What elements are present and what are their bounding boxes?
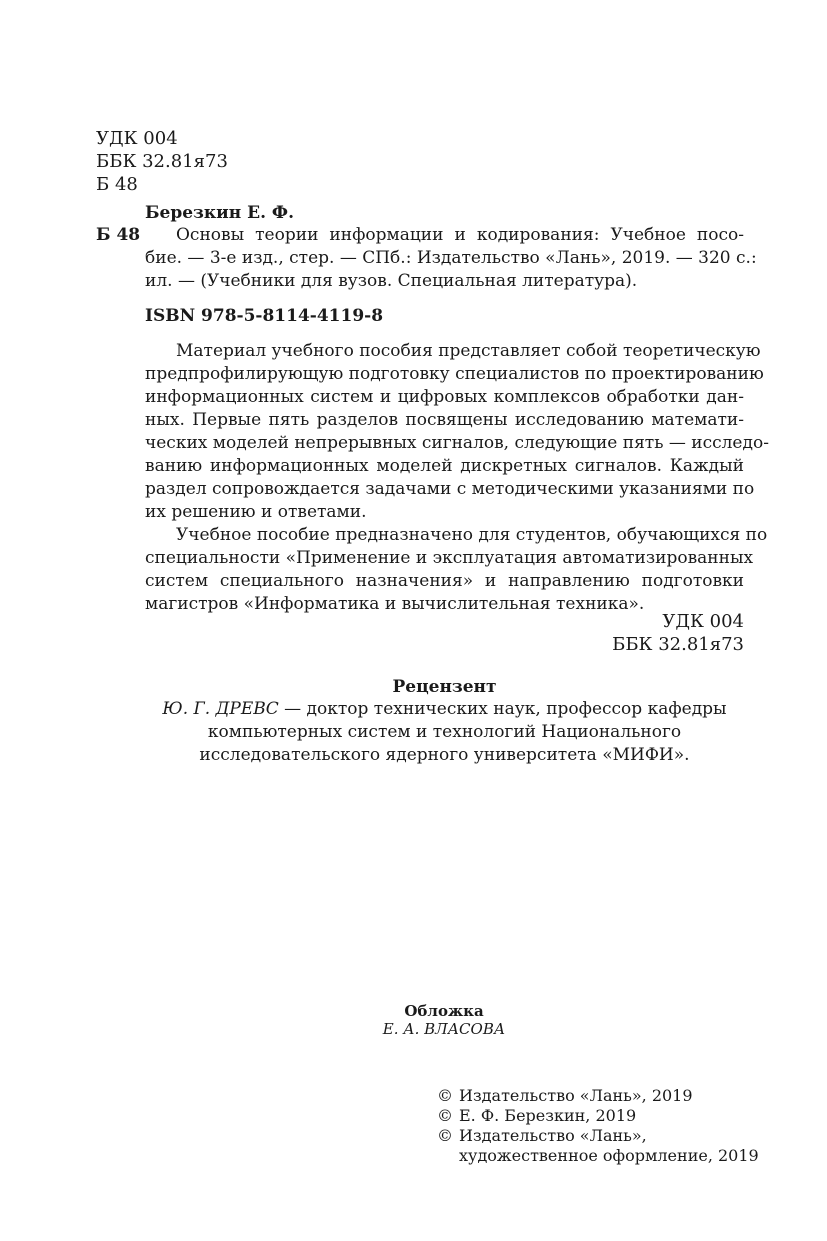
- author-mark: Б 48: [96, 174, 138, 195]
- copyright-text: Е. Ф. Березкин, 2019: [459, 1106, 637, 1125]
- copyright-text: Издательство «Лань»,: [459, 1126, 647, 1145]
- reviewer-credentials: — доктор технических наук, профессор кафедры: [278, 699, 727, 719]
- abstract-line: информационных систем и цифровых комплексов обработки дан-: [145, 387, 744, 407]
- bbk-code-right: ББК 32.81я73: [612, 634, 744, 655]
- copyright-icon: ©: [437, 1106, 453, 1125]
- abstract-line: предпрофилирующую подготовку специалистов по проектированию: [145, 364, 764, 384]
- author-name: Березкин Е. Ф.: [145, 203, 294, 223]
- reviewer-line-3: исследовательского ядерного университета «МИФИ».: [199, 745, 690, 765]
- udk-code: УДК 004: [96, 128, 178, 149]
- isbn: ISBN 978-5-8114-4119-8: [145, 306, 384, 326]
- abstract-line: ных. Первые пять разделов посвящены исследованию математи-: [145, 410, 744, 430]
- abstract-line: систем специального назначения» и направлению подготовки: [145, 571, 744, 591]
- copyright-text: Издательство «Лань», 2019: [459, 1086, 693, 1105]
- udk-code-right: УДК 004: [662, 611, 744, 632]
- abstract-line: ческих моделей непрерывных сигналов, следующие пять — исследо-: [145, 433, 769, 453]
- reviewer-heading: Рецензент: [392, 677, 497, 697]
- cover-heading: Обложка: [404, 1002, 484, 1020]
- abstract-line: Материал учебного пособия представляет собой теоретическую: [176, 341, 761, 361]
- abstract-line: их решению и ответами.: [145, 502, 367, 522]
- abstract-line: Учебное пособие предназначено для студентов, обучающихся по: [176, 525, 768, 545]
- copyright-icon: ©: [437, 1126, 453, 1145]
- abstract-line: магистров «Информатика и вычислительная техника».: [145, 594, 645, 614]
- bibliographic-mark: Б 48: [96, 225, 141, 245]
- abstract-line: специальности «Применение и эксплуатация автоматизированных: [145, 548, 754, 568]
- bbk-code: ББК 32.81я73: [96, 151, 228, 172]
- abstract-line: ванию информационных моделей дискретных сигналов. Каждый: [145, 456, 744, 476]
- copyright-line-1: [437, 1086, 693, 1106]
- bibliographic-line-2: бие. — 3-е изд., стер. — СПб.: Издательство «Лань», 2019. — 320 с.:: [145, 248, 757, 268]
- cover-designer: Е. А. ВЛАСОВА: [382, 1020, 506, 1038]
- copyright-line-2: [437, 1106, 636, 1126]
- abstract-line: раздел сопровождается задачами с методическими указаниями по: [145, 479, 755, 499]
- reviewer-line-2: компьютерных систем и технологий Национального: [207, 722, 682, 742]
- bibliographic-line-3: ил. — (Учебники для вузов. Специальная литература).: [145, 271, 638, 291]
- bibliographic-line-1: Основы теории информации и кодирования: Учебное посо-: [176, 225, 744, 245]
- copyright-line-3-continuation: художественное оформление, 2019: [459, 1146, 759, 1165]
- copyright-line-3: [437, 1126, 647, 1146]
- reviewer-name: Ю. Г. ДРЕВС: [162, 699, 279, 719]
- copyright-icon: ©: [437, 1086, 453, 1105]
- reviewer-line-1: [145, 699, 744, 719]
